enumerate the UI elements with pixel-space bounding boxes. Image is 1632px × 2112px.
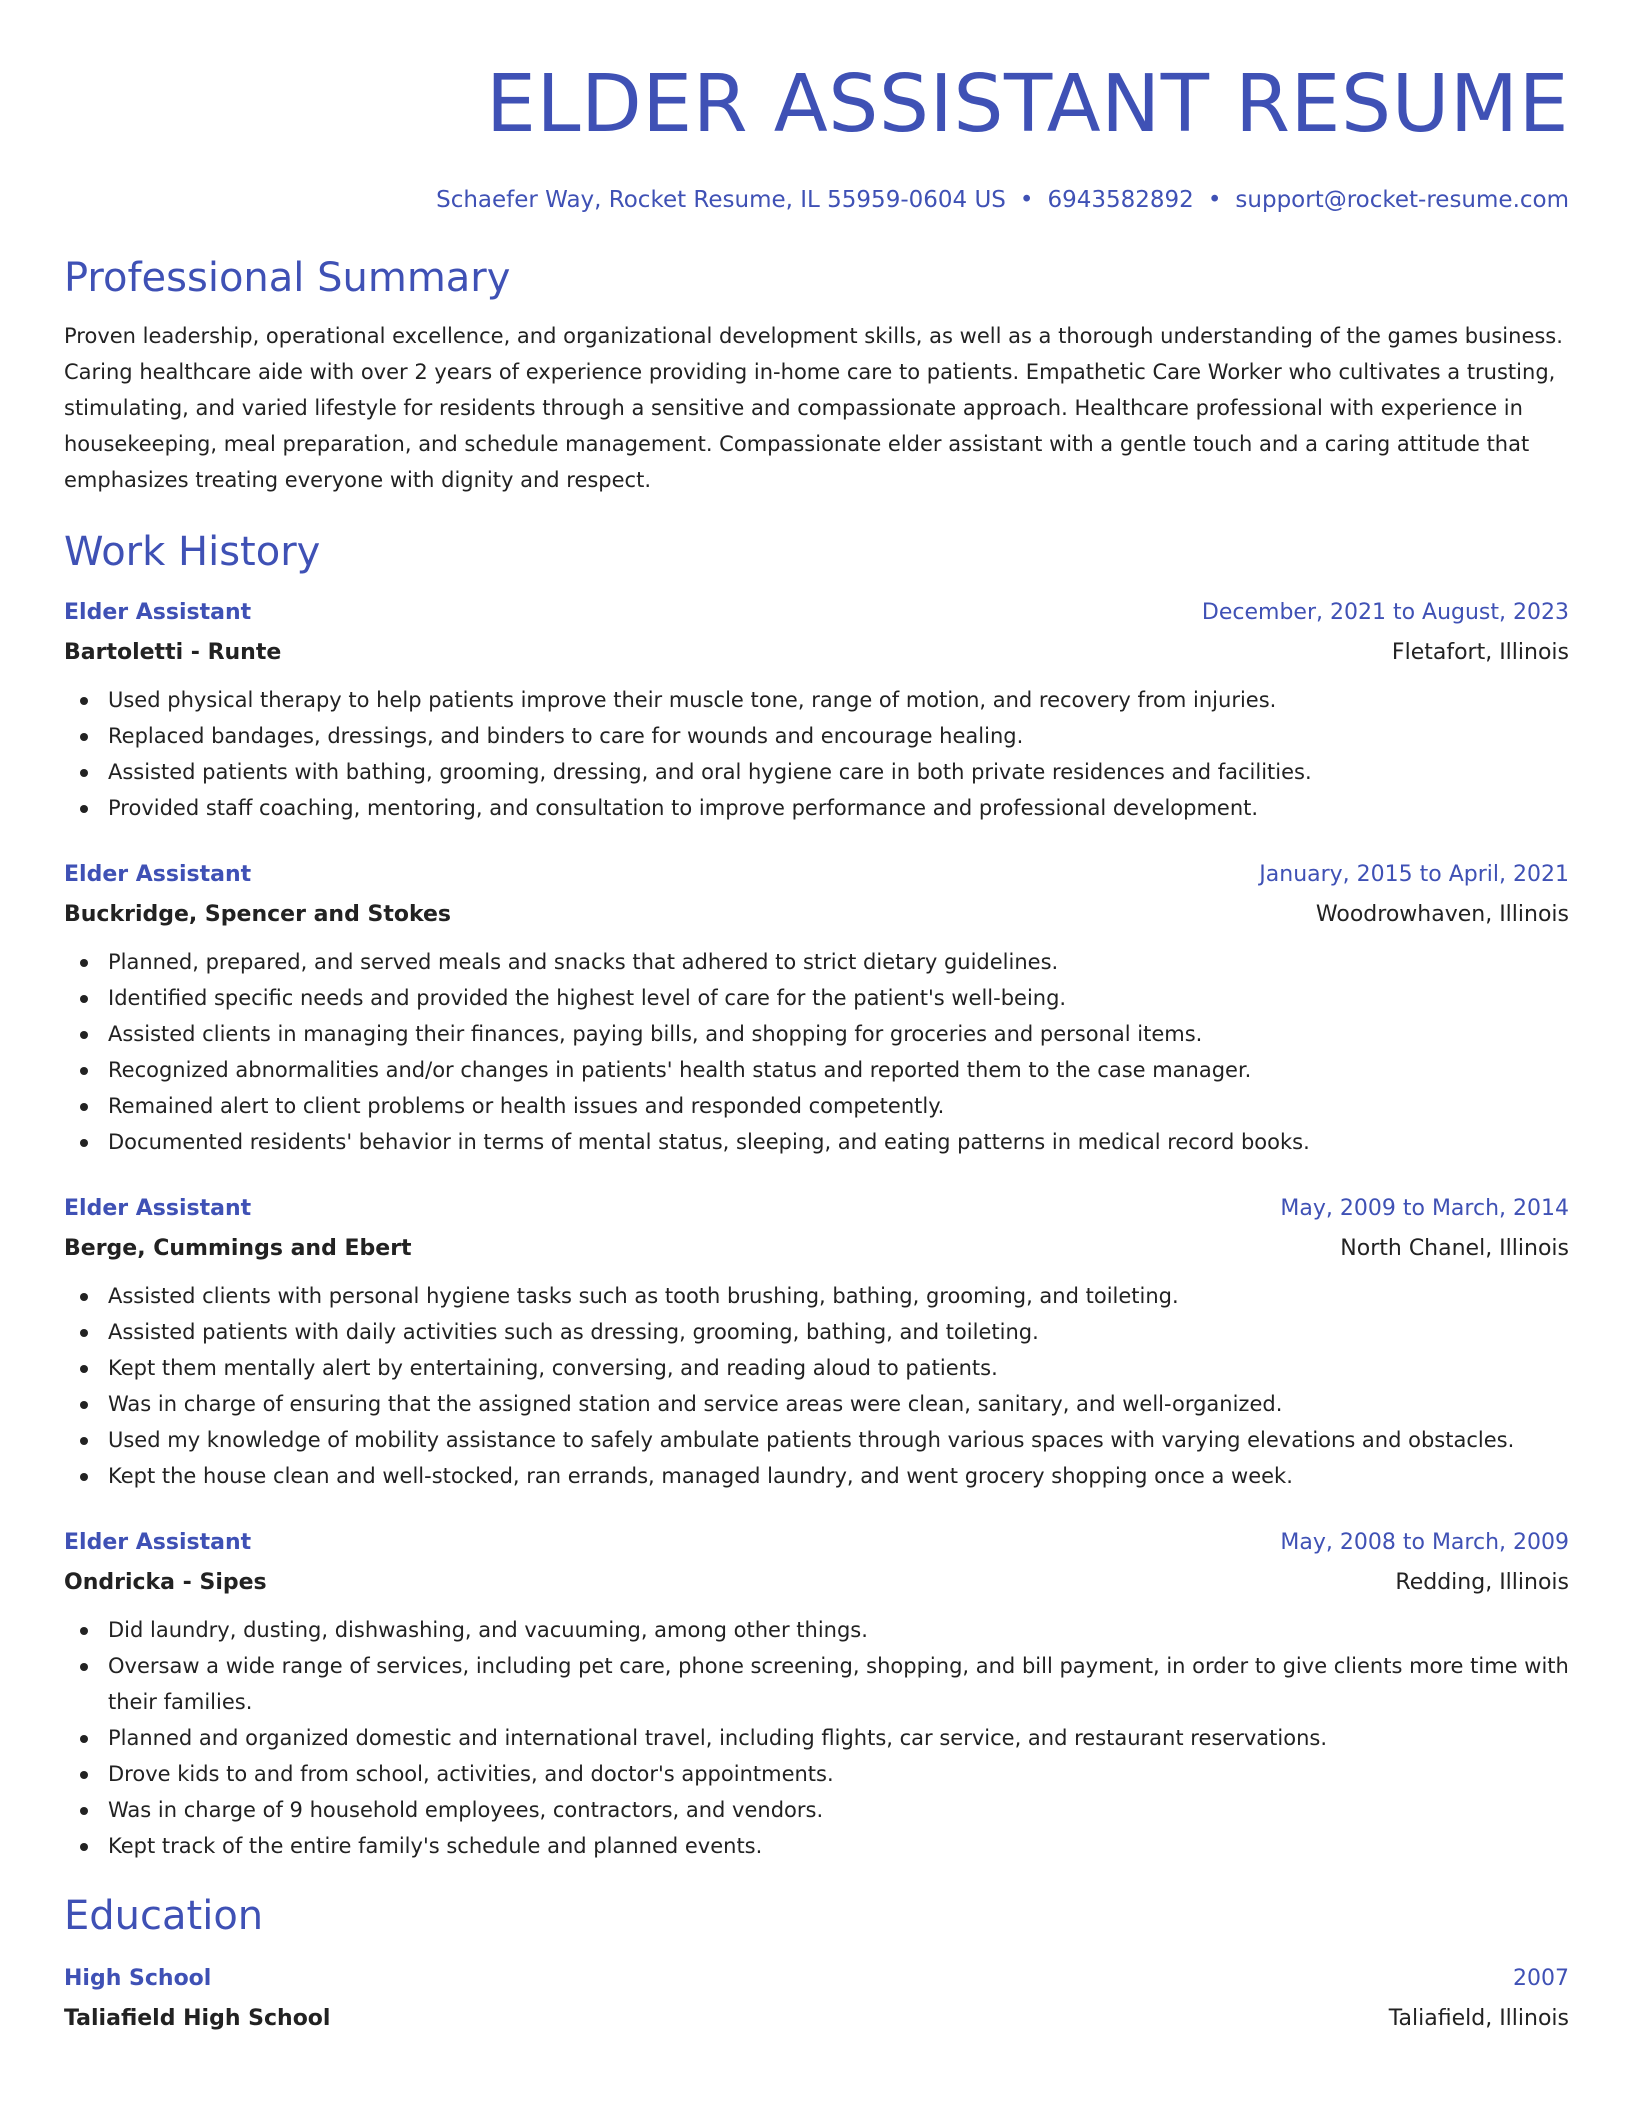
job-bullet: Drove kids to and from school, activities, and doctor's appointments. <box>64 1756 1569 1792</box>
contact-separator: • <box>1019 187 1034 213</box>
education-degree: High School <box>64 1966 212 1991</box>
job-bullet: Assisted clients with personal hygiene tasks such as tooth brushing, bathing, grooming, and toileting. <box>64 1278 1569 1314</box>
contact-phone: 6943582892 <box>1047 187 1194 213</box>
job-role: Elder Assistant <box>64 1530 252 1555</box>
contact-address: Schaefer Way, Rocket Resume, IL 55959-0604 US <box>436 187 1006 213</box>
job-bullet: Planned and organized domestic and international travel, including flights, car service, and restaurant reservations. <box>64 1720 1569 1756</box>
job-bullet: Identified specific needs and provided the highest level of care for the patient's well-being. <box>64 980 1569 1016</box>
job-location: Redding, Illinois <box>1395 1570 1569 1595</box>
summary-text: Proven leadership, operational excellence, and organizational development skills, as well as a thorough understanding of the games business. Caring healthcare aide with over 2 years of experience providing in-home care to patients. Empathetic Care Worker who cultivates a trusting, stimulating, and varied lifestyle for residents through a sensitive and compassionate approach. Healthcare professional with experience in housekeeping, meal preparation, and schedule management. Compassionate elder assistant with a gentle touch and a caring attitude that emphasizes treating everyone with dignity and respect. <box>64 324 1563 492</box>
job-bullet: Assisted patients with bathing, grooming, dressing, and oral hygiene care in both private residences and facilities. <box>64 754 1569 790</box>
job-bullet-list <box>64 1612 1569 1864</box>
job-entry <box>64 1194 1569 1494</box>
job-bullet: Kept track of the entire family's schedule and planned events. <box>64 1828 1569 1864</box>
job-dates: May, 2008 to March, 2009 <box>1280 1530 1569 1555</box>
job-bullet: Assisted clients in managing their finances, paying bills, and shopping for groceries and personal items. <box>64 1016 1569 1052</box>
job-company: Ondricka - Sipes <box>64 1570 267 1595</box>
job-company: Bartoletti - Runte <box>64 640 282 665</box>
job-company: Buckridge, Spencer and Stokes <box>64 902 452 927</box>
job-role: Elder Assistant <box>64 862 252 887</box>
job-role: Elder Assistant <box>64 1196 252 1221</box>
job-bullet: Kept them mentally alert by entertaining, conversing, and reading aloud to patients. <box>64 1350 1569 1386</box>
education-entry <box>64 1964 1569 2034</box>
job-entry <box>64 860 1569 1160</box>
contact-email[interactable]: support@rocket-resume.com <box>1235 187 1569 213</box>
job-bullet: Was in charge of 9 household employees, contractors, and vendors. <box>64 1792 1569 1828</box>
contact-separator: • <box>1207 187 1222 213</box>
section-title-work-history: Work History <box>64 529 321 575</box>
education-year: 2007 <box>1513 1966 1569 1991</box>
job-bullet: Was in charge of ensuring that the assigned station and service areas were clean, sanitary, and well-organized. <box>64 1386 1569 1422</box>
job-location: North Chanel, Illinois <box>1340 1236 1569 1261</box>
section-title-education: Education <box>64 1893 264 1939</box>
job-dates: January, 2015 to April, 2021 <box>1259 862 1569 887</box>
education-location: Taliafield, Illinois <box>1388 2006 1569 2031</box>
job-bullet: Provided staff coaching, mentoring, and consultation to improve performance and professional development. <box>64 790 1569 826</box>
resume-title: ELDER ASSISTANT RESUME <box>486 58 1569 150</box>
education-section <box>64 1892 1569 2034</box>
education-school: Taliafield High School <box>64 2006 331 2031</box>
job-location: Woodrowhaven, Illinois <box>1315 902 1569 927</box>
resume-header <box>64 58 1569 214</box>
job-bullet-list <box>64 1278 1569 1494</box>
job-bullet-list <box>64 944 1569 1160</box>
job-bullet: Planned, prepared, and served meals and snacks that adhered to strict dietary guidelines. <box>64 944 1569 980</box>
contact-line <box>64 186 1569 214</box>
job-role: Elder Assistant <box>64 600 252 625</box>
job-dates: May, 2009 to March, 2014 <box>1280 1196 1569 1221</box>
job-bullet: Documented residents' behavior in terms of mental status, sleeping, and eating patterns in medical record books. <box>64 1124 1569 1160</box>
job-bullet: Kept the house clean and well-stocked, ran errands, managed laundry, and went grocery shopping once a week. <box>64 1458 1569 1494</box>
professional-summary-section <box>64 254 1569 498</box>
job-bullet: Oversaw a wide range of services, including pet care, phone screening, shopping, and bill payment, in order to give clients more time with their families. <box>64 1648 1569 1720</box>
job-bullet: Recognized abnormalities and/or changes in patients' health status and reported them to the case manager. <box>64 1052 1569 1088</box>
job-bullet: Replaced bandages, dressings, and binders to care for wounds and encourage healing. <box>64 718 1569 754</box>
work-history-section <box>64 528 1569 1864</box>
job-bullet: Did laundry, dusting, dishwashing, and vacuuming, among other things. <box>64 1612 1569 1648</box>
section-title-summary: Professional Summary <box>64 255 511 301</box>
job-entry <box>64 598 1569 826</box>
job-company: Berge, Cummings and Ebert <box>64 1236 412 1261</box>
job-bullet-list <box>64 682 1569 826</box>
job-location: Fletafort, Illinois <box>1391 640 1569 665</box>
job-entry <box>64 1528 1569 1864</box>
job-bullet: Used physical therapy to help patients improve their muscle tone, range of motion, and recovery from injuries. <box>64 682 1569 718</box>
job-bullet: Assisted patients with daily activities such as dressing, grooming, bathing, and toileting. <box>64 1314 1569 1350</box>
job-bullet: Remained alert to client problems or health issues and responded competently. <box>64 1088 1569 1124</box>
job-dates: December, 2021 to August, 2023 <box>1201 600 1569 625</box>
job-bullet: Used my knowledge of mobility assistance to safely ambulate patients through various spaces with varying elevations and obstacles. <box>64 1422 1569 1458</box>
